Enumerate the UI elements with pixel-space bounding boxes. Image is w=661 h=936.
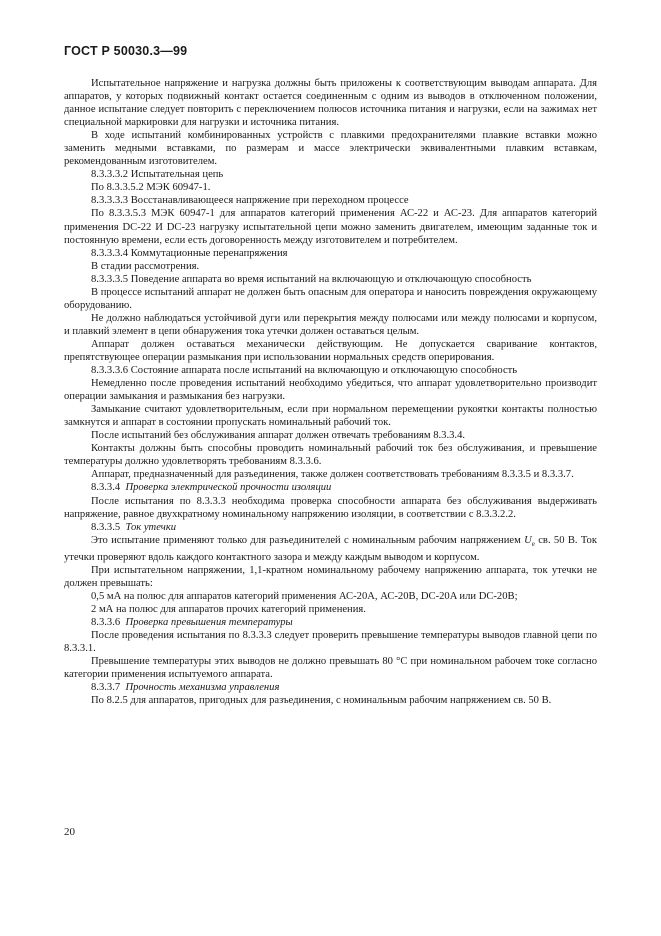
paragraph: Замыкание считают удовлетворительным, если при нормальном перемещении рукоятки контакты полностью замкнутся и аппарат в состоянии пропускать номинальный рабочий ток. xyxy=(64,404,597,429)
section-number: 8.3.3.4 xyxy=(91,482,121,494)
section-heading-8-3-3-6 xyxy=(64,616,597,629)
paragraph: В процессе испытаний аппарат не должен быть опасным для оператора и наносить повреждения окружающему оборудованию. xyxy=(64,286,597,311)
section-heading-8-3-3-4 xyxy=(64,481,597,494)
document-body xyxy=(64,77,597,707)
section-number: 8.3.3.7 xyxy=(91,682,121,694)
list-item: 2 мА на полюс для аппаратов прочих категорий применения. xyxy=(91,603,366,615)
page-number: 20 xyxy=(64,826,75,838)
section-title: Проверка превышения температуры xyxy=(125,617,293,629)
paragraph: В стадии рассмотрения. xyxy=(91,260,200,272)
voltage-subscript: e xyxy=(531,539,535,548)
section-heading: 8.3.3.3.2 Испытательная цепь xyxy=(91,169,224,181)
paragraph: Немедленно после проведения испытаний необходимо убедиться, что аппарат удовлетворительно производит операции замыкания и размыкания без нагрузки. xyxy=(64,378,597,403)
list-item: 0,5 мА на полюс для аппаратов категорий применения АС-20А, АС-20В, DC-20A или DC-20B; xyxy=(91,590,518,602)
paragraph: После испытания по 8.3.3.3 необходима проверка способности аппарата без обслуживания выдерживать напряжение, равное двухкратному номинальному напряжению изоляции, в соответствии с 8.3.3.2.2. xyxy=(64,495,597,520)
paragraph: Аппарат должен оставаться механически действующим. Не допускается сваривание контактов, препятствующее операции размыкания при использовании нормальных средств оперирования. xyxy=(64,338,597,363)
section-title: Проверка электрической прочности изоляции xyxy=(125,482,332,494)
paragraph: По 8.3.3.5.2 МЭК 60947-1. xyxy=(91,182,211,194)
paragraph: По 8.3.3.5.3 МЭК 60947-1 для аппаратов категорий применения АС-22 и АС-23. Для аппаратов категорий применения DC-22 И DC-23 нагрузку испытательной цепи можно заменить двигателем, имеющим заданные ток и постоянную времени, если есть договоренность между изготовителем и потребителем. xyxy=(64,208,597,246)
section-heading: 8.3.3.3.3 Восстанавливающееся напряжение при переходном процессе xyxy=(91,195,409,207)
paragraph: В ходе испытаний комбинированных устройств с плавкими предохранителями плавкие вставки можно заменить медными вставками, по размерам и массе электрически эквивалентными плавким вставкам, рекомендованным изготовителем. xyxy=(64,130,597,168)
paragraph: После проведения испытания по 8.3.3.3 следует проверить превышение температуры выводов главной цепи по 8.3.3.1. xyxy=(64,630,597,655)
text-run: Это испытание применяют только для разъединителей с номинальным рабочим напряжением xyxy=(91,534,521,546)
paragraph: Испытательное напряжение и нагрузка должны быть приложены к соответствующим выводам аппарата. Для аппаратов, у которых подвижный контакт остается соединенным с одним из выводов в отключенном положении, данное испытание следует повторить с переключением полюсов источника питания и нагрузки, если на зажимах нет специальной маркировки для нагрузки и источника питания. xyxy=(64,78,597,129)
paragraph: Не должно наблюдаться устойчивой дуги или перекрытия между полюсами или между полюсами и корпусом, и плавкий элемент в цепи обнаружения тока утечки должен оставаться целым. xyxy=(64,312,597,337)
section-title: Ток утечки xyxy=(125,521,177,533)
paragraph: По 8.2.5 для аппаратов, пригодных для разъединения, с номинальным рабочим напряжением св. 50 В. xyxy=(91,695,552,707)
text-run: св. 50 В. Ток утечки проверяют вдоль каждого контактного зазора и между каждым выводом и корпусом. xyxy=(64,534,598,563)
section-heading-8-3-3-5 xyxy=(64,521,597,534)
section-number: 8.3.3.6 xyxy=(91,617,121,629)
section-title: Прочность механизма управления xyxy=(125,682,280,694)
section-heading: 8.3.3.3.6 Состояние аппарата после испытаний на включающую и отключающую способность xyxy=(91,365,518,377)
section-number: 8.3.3.5 xyxy=(91,521,121,533)
paragraph: При испытательном напряжении, 1,1-кратном номинальному рабочему напряжению аппарата, ток утечки не должен превышать: xyxy=(64,564,597,589)
paragraph: Превышение температуры этих выводов не должно превышать 80 °С при номинальном рабочем токе согласно категории применения испытуемого аппарата. xyxy=(64,656,597,681)
voltage-symbol: U xyxy=(524,534,532,546)
section-heading: 8.3.3.3.4 Коммутационные перенапряжения xyxy=(91,247,288,259)
paragraph: Контакты должны быть способны проводить номинальный рабочий ток без обслуживания, и превышение температуры должно удовлетворять требованиям 8.3.3.6. xyxy=(64,443,597,468)
section-heading: 8.3.3.3.5 Поведение аппарата во время испытаний на включающую и отключающую способность xyxy=(91,273,532,285)
paragraph: После испытаний без обслуживания аппарат должен отвечать требованиям 8.3.3.4. xyxy=(91,430,466,442)
paragraph xyxy=(64,534,597,564)
section-heading-8-3-3-7 xyxy=(64,681,597,694)
page-header: ГОСТ Р 50030.3—99 xyxy=(64,44,188,58)
paragraph: Аппарат, предназначенный для разъединения, также должен соответствовать требованиям 8.3.3.5 и 8.3.3.7. xyxy=(91,469,574,481)
